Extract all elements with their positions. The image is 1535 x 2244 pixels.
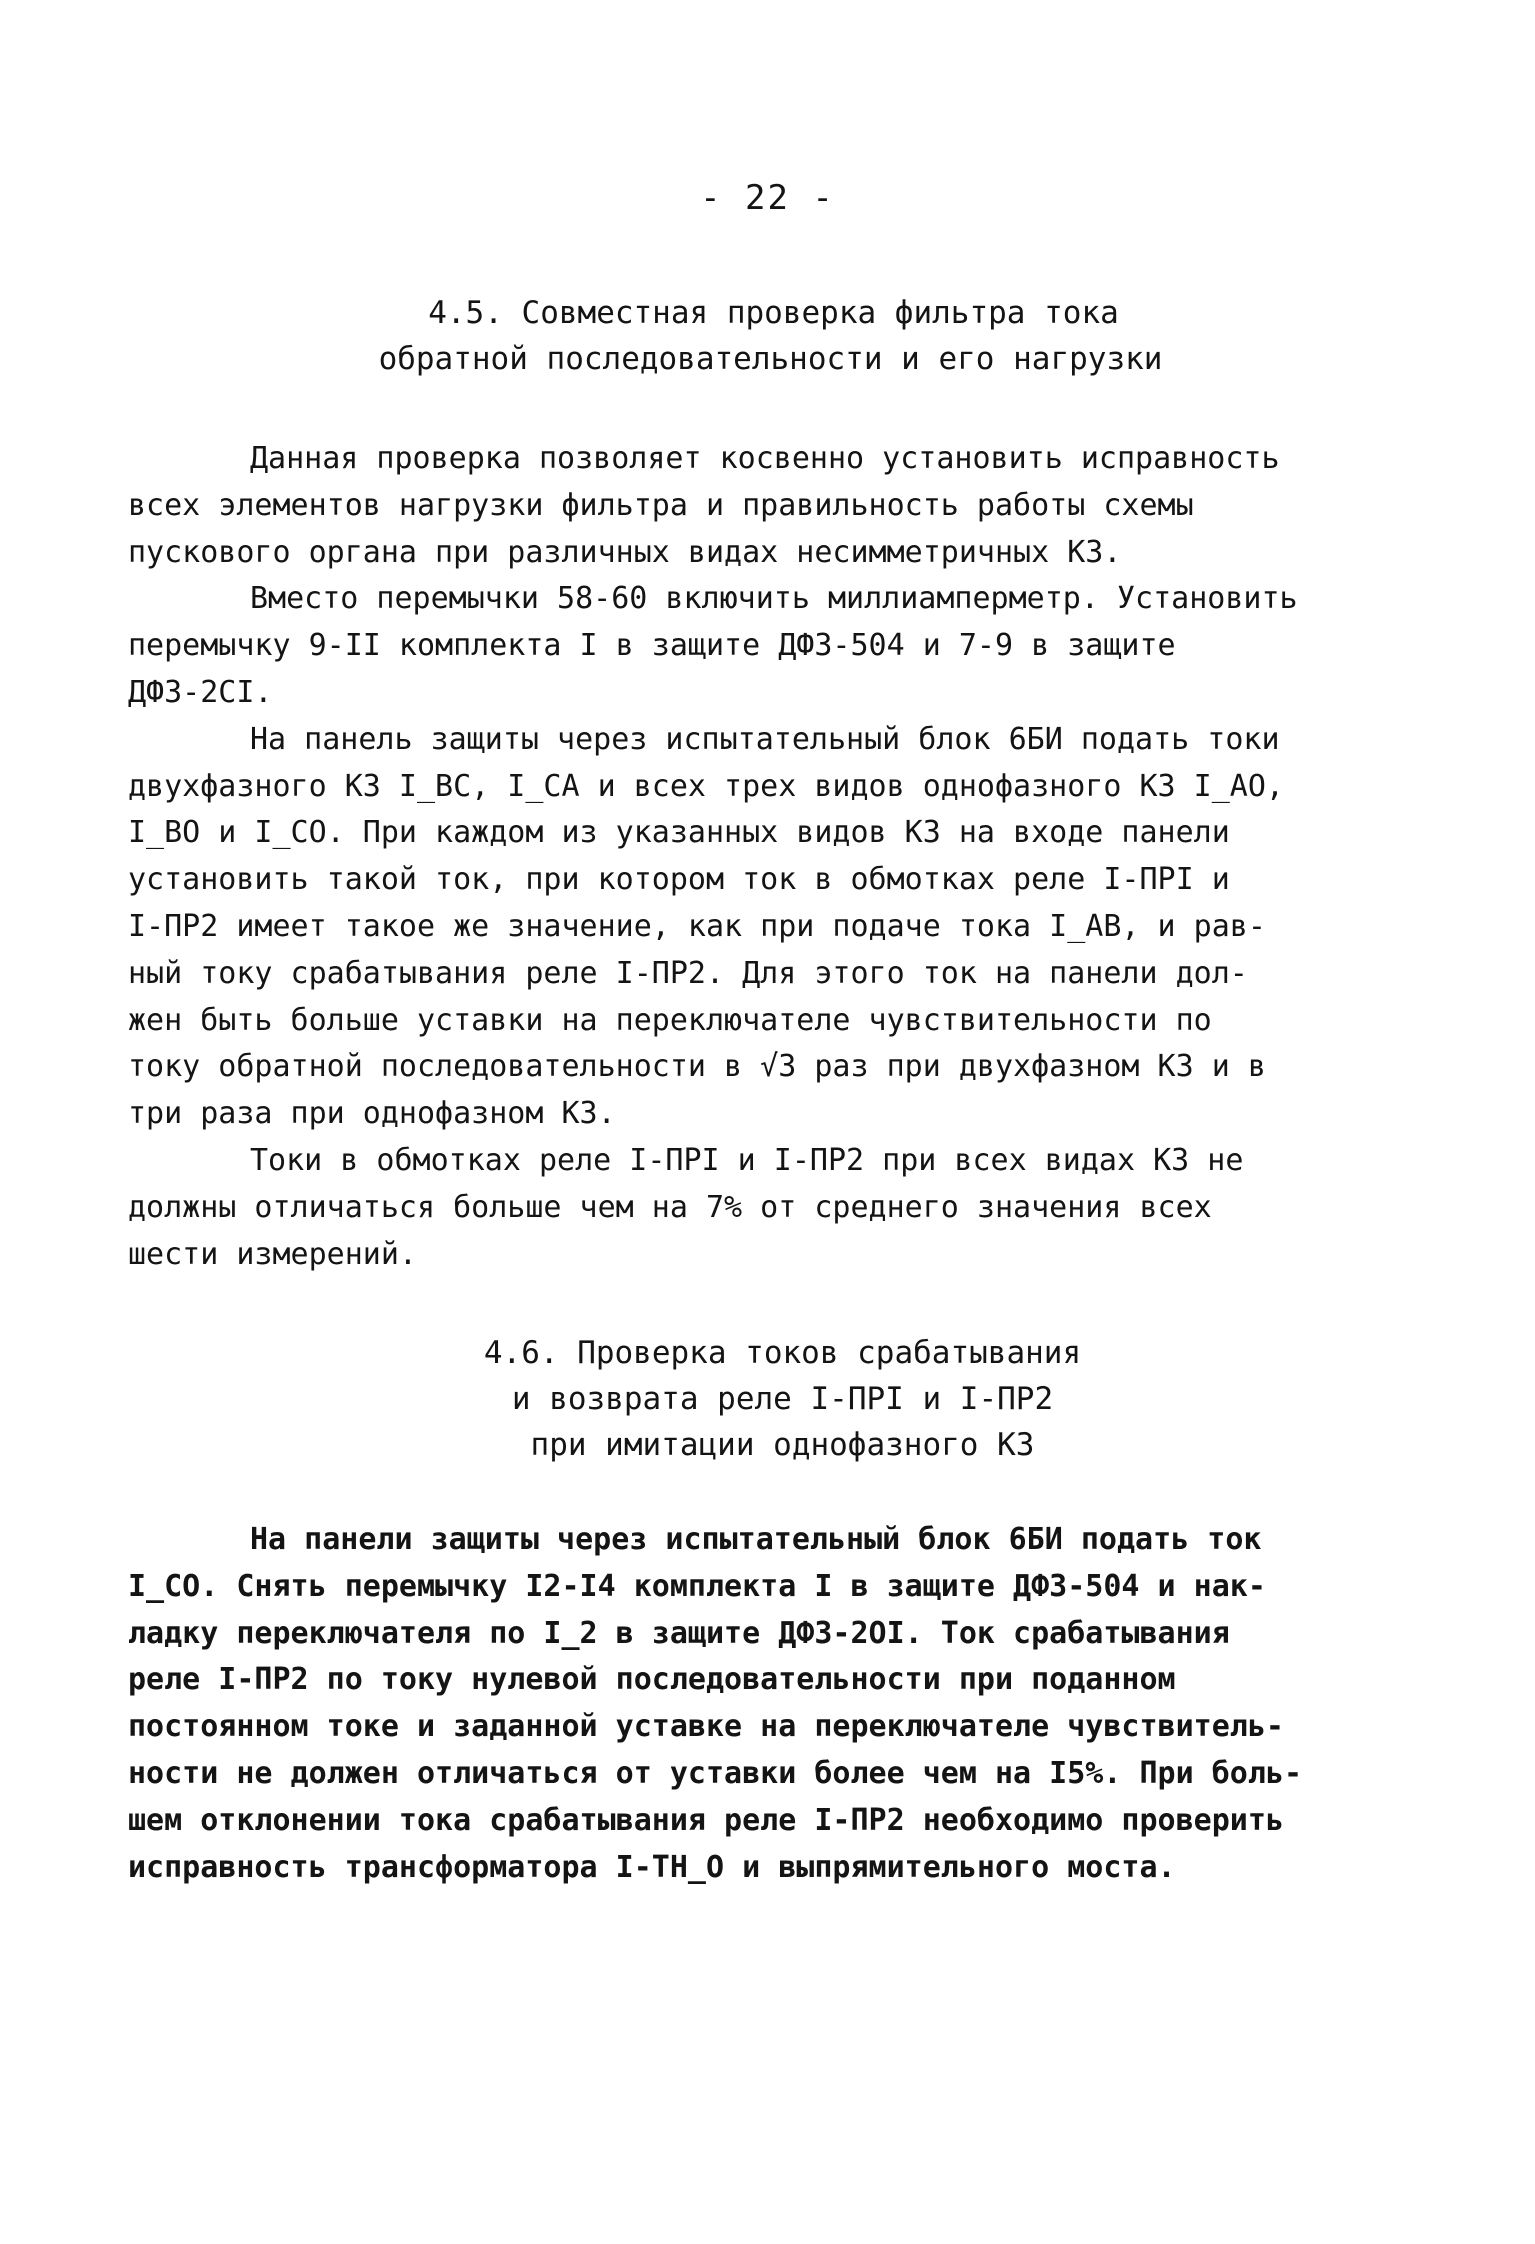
heading-line: обратной последовательности и его нагрузки bbox=[378, 341, 1163, 377]
text-line: пускового органа при различных видах несимметричных КЗ. bbox=[128, 534, 1122, 570]
text-line: ный току срабатывания реле I-ПР2. Для этого ток на панели дол- bbox=[128, 955, 1248, 991]
text-line: перемычку 9-II комплекта I в защите ДФЗ-504 и 7-9 в защите bbox=[128, 628, 1176, 664]
heading-line: 4.6. Проверка токов срабатывания bbox=[483, 1335, 1082, 1371]
text-line: току обратной последовательности в √3 раз при двухфазном КЗ и в bbox=[128, 1049, 1266, 1085]
text-line: I-ПР2 имеет такое же значение, как при подаче тока I_AB, и рав- bbox=[128, 908, 1266, 944]
text-line: I_BO и I_CO. При каждом из указанных видов КЗ на входе панели bbox=[128, 815, 1230, 851]
text-line: исправность трансформатора I-ТН_О и выпрямительного моста. bbox=[128, 1849, 1176, 1885]
section-4-6-heading bbox=[0, 1330, 1535, 1468]
text-line: ДФЗ-2СI. bbox=[128, 674, 273, 710]
heading-line: при имитации однофазного КЗ bbox=[530, 1427, 1035, 1463]
page-number: - 22 - bbox=[700, 178, 835, 218]
text-line: На панель защиты через испытательный блок 6БИ подать токи bbox=[250, 721, 1280, 757]
text-line: Вместо перемычки 58-60 включить миллиамперметр. Установить bbox=[250, 581, 1298, 617]
text-line: установить такой ток, при котором ток в обмотках реле I-ПРI и bbox=[128, 862, 1230, 898]
text-line: ладку переключателя по I_2 в защите ДФЗ-2ОI. Ток срабатывания bbox=[128, 1615, 1230, 1651]
text-line: шем отклонении тока срабатывания реле I-ПР2 необходимо проверить bbox=[128, 1802, 1284, 1838]
text-line: двухфазного КЗ I_BC, I_CA и всех трех видов однофазного КЗ I_AO, bbox=[128, 768, 1284, 804]
text-line: Данная проверка позволяет косвенно установить исправность bbox=[250, 441, 1280, 476]
text-line: жен быть больше уставки на переключателе чувствительности по bbox=[128, 1002, 1212, 1038]
section-4-5-heading bbox=[0, 290, 1535, 382]
text-line: шести измерений. bbox=[128, 1236, 417, 1272]
text-line: I_CO. Снять перемычку I2-I4 комплекта I в защите ДФЗ-504 и нак- bbox=[128, 1568, 1266, 1604]
section-4-6-body bbox=[128, 1517, 1398, 1891]
heading-line: 4.5. Совместная проверка фильтра тока bbox=[428, 295, 1119, 331]
text-line: На панели защиты через испытательный блок 6БИ подать ток bbox=[250, 1522, 1262, 1557]
text-line: постоянном токе и заданной уставке на переключателе чувствитель- bbox=[128, 1709, 1284, 1745]
text-line: ности не должен отличаться от уставки более чем на I5%. При боль- bbox=[128, 1755, 1302, 1791]
text-line: всех элементов нагрузки фильтра и правильность работы схемы bbox=[128, 487, 1194, 523]
heading-line: и возврата реле I-ПРI и I-ПР2 bbox=[511, 1381, 1054, 1417]
text-line: Токи в обмотках реле I-ПРI и I-ПР2 при всех видах КЗ не bbox=[250, 1142, 1244, 1178]
text-line: три раза при однофазном КЗ. bbox=[128, 1096, 616, 1132]
text-line: реле I-ПР2 по току нулевой последовательности при поданном bbox=[128, 1662, 1176, 1698]
section-4-5-body bbox=[128, 436, 1398, 1278]
text-line: должны отличаться больше чем на 7% от среднего значения всех bbox=[128, 1189, 1212, 1225]
